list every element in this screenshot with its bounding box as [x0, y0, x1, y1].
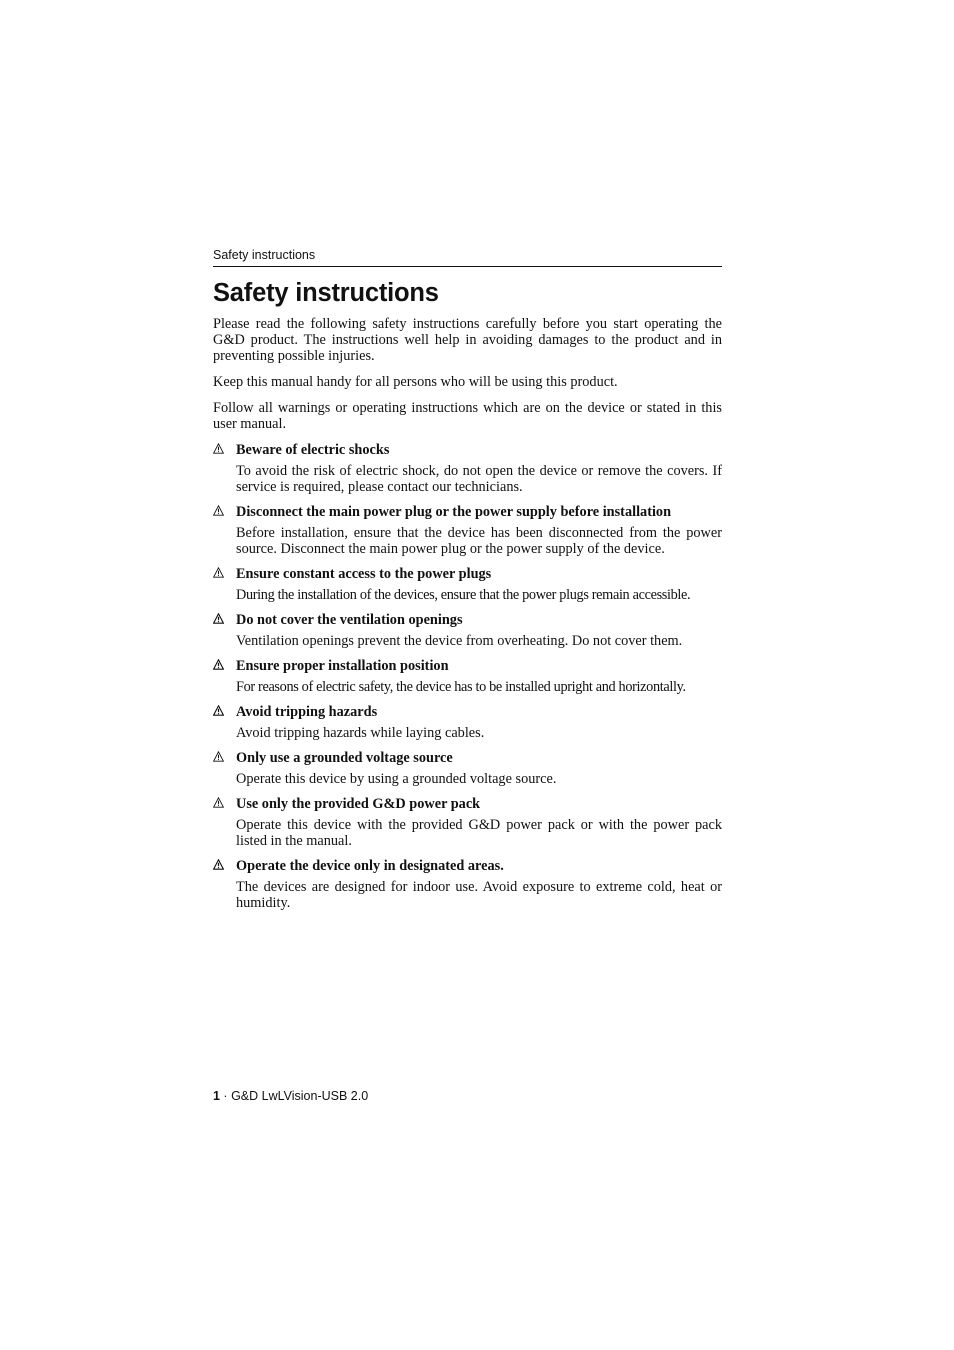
- warning-item: [213, 796, 722, 849]
- page-number: 1: [213, 1089, 220, 1103]
- warning-item: [213, 504, 722, 557]
- warning-triangle-icon: [213, 613, 225, 626]
- warning-heading: Beware of electric shocks: [236, 442, 390, 458]
- warning-item: [213, 658, 722, 695]
- intro-paragraph-1: Please read the following safety instructions carefully before you start operating the G&D product. The instructions well help in avoiding damages to the product and in preventing possible injuries.: [213, 316, 722, 364]
- warning-heading: Ensure proper installation position: [236, 658, 449, 674]
- warning-triangle-icon: [213, 505, 225, 518]
- warning-item: [213, 858, 722, 911]
- page-title: Safety instructions: [213, 279, 439, 307]
- running-header: Safety instructions: [213, 247, 722, 267]
- warning-body: To avoid the risk of electric shock, do not open the device or remove the covers. If service is required, please contact our technicians.: [236, 463, 722, 495]
- warning-item: [213, 442, 722, 495]
- warning-heading: Avoid tripping hazards: [236, 704, 378, 720]
- warning-item: [213, 566, 722, 603]
- warning-heading: Use only the provided G&D power pack: [236, 796, 481, 812]
- warning-triangle-icon: [213, 751, 225, 764]
- warning-body: Before installation, ensure that the device has been disconnected from the power source. Disconnect the main power plug or the power supply of the device.: [236, 525, 722, 557]
- footer-separator: ·: [219, 1089, 232, 1103]
- page-content: [213, 247, 722, 920]
- warning-item: [213, 612, 722, 649]
- warning-body: Operate this device with the provided G&D power pack or with the power pack listed in the manual.: [236, 817, 722, 849]
- warning-body: Avoid tripping hazards while laying cables.: [236, 725, 485, 741]
- warning-heading: Only use a grounded voltage source: [236, 750, 453, 766]
- intro-paragraph-2: Keep this manual handy for all persons who will be using this product.: [213, 374, 618, 390]
- warning-item: [213, 750, 722, 787]
- warning-body: Ventilation openings prevent the device from overheating. Do not cover them.: [236, 633, 683, 649]
- warning-triangle-icon: [213, 797, 225, 810]
- warning-heading: Disconnect the main power plug or the power supply before installation: [236, 504, 672, 520]
- warning-triangle-icon: [213, 859, 225, 872]
- warning-body: Operate this device by using a grounded voltage source.: [236, 771, 557, 787]
- warning-body: During the installation of the devices, ensure that the power plugs remain accessible.: [236, 587, 691, 603]
- warning-item: [213, 704, 722, 741]
- warning-heading: Do not cover the ventilation openings: [236, 612, 463, 628]
- warning-triangle-icon: [213, 705, 225, 718]
- warning-triangle-icon: [213, 567, 225, 580]
- intro-paragraph-3: Follow all warnings or operating instructions which are on the device or stated in this user manual.: [213, 400, 722, 432]
- warning-heading: Ensure constant access to the power plugs: [236, 566, 492, 582]
- page-footer: [213, 1088, 368, 1104]
- warning-triangle-icon: [213, 659, 225, 672]
- warning-body: The devices are designed for indoor use. Avoid exposure to extreme cold, heat or humidity.: [236, 879, 722, 911]
- warning-triangle-icon: [213, 443, 225, 456]
- product-name: G&D LwLVision-USB 2.0: [231, 1089, 369, 1103]
- warning-heading: Operate the device only in designated areas.: [236, 858, 504, 874]
- warning-body: For reasons of electric safety, the device has to be installed upright and horizontally.: [236, 679, 686, 695]
